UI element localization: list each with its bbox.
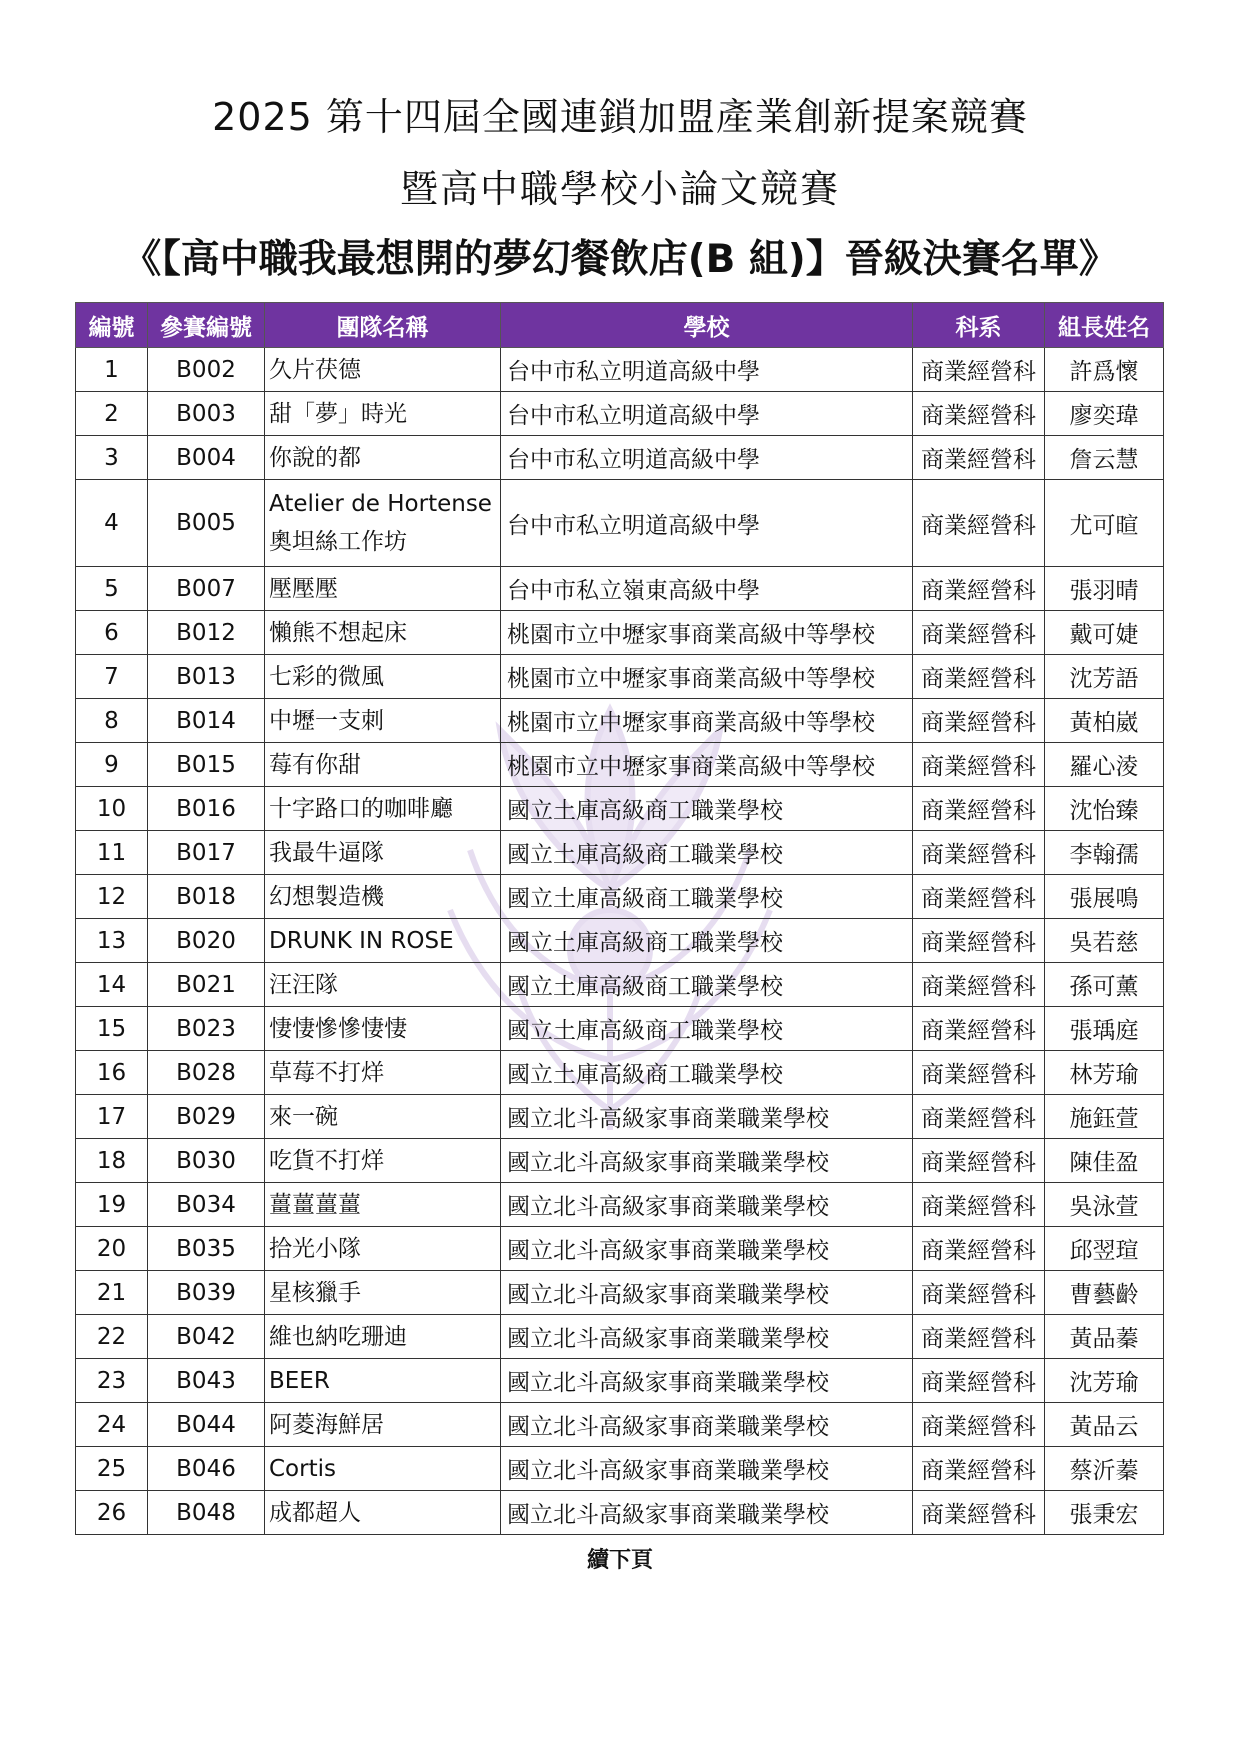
cell-code: B018 [148,875,265,919]
cell-leader: 詹云慧 [1045,436,1164,480]
cell-leader: 陳佳盈 [1045,1139,1164,1183]
team-name: 草莓不打烊 [269,1059,384,1086]
cell-code: B028 [148,1051,265,1095]
cell-team [265,1315,501,1359]
cell-school: 國立土庫高級商工職業學校 [501,1051,913,1095]
cell-leader: 李翰孺 [1045,831,1164,875]
cell-team [265,1007,501,1051]
cell-code: B046 [148,1447,265,1491]
cell-code: B004 [148,436,265,480]
cell-code: B035 [148,1227,265,1271]
cell-code: B042 [148,1315,265,1359]
table-row [76,1095,1164,1139]
table-row [76,436,1164,480]
cell-dept: 商業經營科 [913,1095,1045,1139]
cell-team [265,1051,501,1095]
table-row [76,699,1164,743]
cell-dept: 商業經營科 [913,1139,1045,1183]
cell-leader: 曹藝齡 [1045,1271,1164,1315]
table-row [76,1359,1164,1403]
cell-team [265,787,501,831]
cell-leader: 廖奕瑋 [1045,392,1164,436]
team-name: 汪汪隊 [269,971,338,998]
team-name: Atelier de Hortense [269,491,492,517]
cell-school: 國立土庫高級商工職業學校 [501,1007,913,1051]
cell-team [265,699,501,743]
table-row [76,1139,1164,1183]
cell-dept: 商業經營科 [913,348,1045,392]
cell-leader: 邱翌瑄 [1045,1227,1164,1271]
cell-code: B039 [148,1271,265,1315]
cell-school: 台中市私立明道高級中學 [501,480,913,567]
cell-no: 25 [76,1447,148,1491]
cell-no: 6 [76,611,148,655]
cell-school: 國立北斗高級家事商業職業學校 [501,1095,913,1139]
cell-no: 18 [76,1139,148,1183]
cell-leader: 蔡沂蓁 [1045,1447,1164,1491]
cell-school: 桃園市立中壢家事商業高級中等學校 [501,611,913,655]
team-name: 你說的都 [269,444,361,471]
cell-dept: 商業經營科 [913,655,1045,699]
cell-team [265,1403,501,1447]
table-row [76,1183,1164,1227]
cell-dept: 商業經營科 [913,480,1045,567]
cell-no: 24 [76,1403,148,1447]
cell-code: B003 [148,392,265,436]
cell-no: 13 [76,919,148,963]
team-name: Cortis [269,1455,336,1482]
team-name: 七彩的微風 [269,663,384,690]
cell-no: 3 [76,436,148,480]
cell-team [265,831,501,875]
team-name: 維也納吃珊迪 [269,1323,407,1350]
cell-no: 9 [76,743,148,787]
table-row [76,1271,1164,1315]
cell-no: 11 [76,831,148,875]
table-row [76,1051,1164,1095]
header-leader: 組長姓名 [1045,303,1164,348]
cell-code: B005 [148,480,265,567]
cell-no: 21 [76,1271,148,1315]
cell-code: B044 [148,1403,265,1447]
cell-code: B048 [148,1491,265,1535]
table-row [76,831,1164,875]
cell-no: 17 [76,1095,148,1139]
cell-school: 桃園市立中壢家事商業高級中等學校 [501,699,913,743]
team-name: 莓有你甜 [269,751,361,778]
table-row [76,1315,1164,1359]
cell-dept: 商業經營科 [913,787,1045,831]
cell-school: 國立土庫高級商工職業學校 [501,831,913,875]
cell-team [265,1491,501,1535]
cell-no: 19 [76,1183,148,1227]
cell-leader: 黃品蓁 [1045,1315,1164,1359]
cell-dept: 商業經營科 [913,567,1045,611]
cell-leader: 張展鳴 [1045,875,1164,919]
team-name: 我最牛逼隊 [269,839,384,866]
table-row [76,1491,1164,1535]
table-row [76,348,1164,392]
cell-school: 國立北斗高級家事商業職業學校 [501,1315,913,1359]
cell-code: B029 [148,1095,265,1139]
cell-school: 台中市私立明道高級中學 [501,392,913,436]
cell-team [265,436,501,480]
cell-leader: 尤可暄 [1045,480,1164,567]
cell-code: B007 [148,567,265,611]
table-row [76,875,1164,919]
cell-code: B013 [148,655,265,699]
cell-school: 國立土庫高級商工職業學校 [501,963,913,1007]
cell-team [265,348,501,392]
cell-dept: 商業經營科 [913,1271,1045,1315]
cell-team [265,743,501,787]
team-name: 薑薑薑薑 [269,1191,361,1218]
cell-team [265,567,501,611]
cell-leader: 吳若慈 [1045,919,1164,963]
cell-code: B012 [148,611,265,655]
table-row [76,480,1164,567]
cell-dept: 商業經營科 [913,436,1045,480]
cell-no: 22 [76,1315,148,1359]
cell-no: 14 [76,963,148,1007]
cell-team [265,655,501,699]
title-line-2: 暨高中職學校小論文競賽 [399,167,840,211]
table-row [76,1403,1164,1447]
cell-school: 桃園市立中壢家事商業高級中等學校 [501,655,913,699]
cell-dept: 商業經營科 [913,1315,1045,1359]
table-row [76,392,1164,436]
cell-code: B017 [148,831,265,875]
cell-dept: 商業經營科 [913,743,1045,787]
cell-leader: 黃柏崴 [1045,699,1164,743]
cell-no: 20 [76,1227,148,1271]
cell-leader: 張瑀庭 [1045,1007,1164,1051]
cell-leader: 吳泳萱 [1045,1183,1164,1227]
team-name: 吃貨不打烊 [269,1147,384,1174]
cell-no: 8 [76,699,148,743]
table-row [76,567,1164,611]
cell-dept: 商業經營科 [913,1491,1045,1535]
cell-dept: 商業經營科 [913,1227,1045,1271]
table-row [76,963,1164,1007]
table-header-row [76,303,1164,348]
table-row [76,919,1164,963]
cell-school: 桃園市立中壢家事商業高級中等學校 [501,743,913,787]
cell-no: 10 [76,787,148,831]
cell-code: B020 [148,919,265,963]
cell-team [265,1447,501,1491]
table-row [76,743,1164,787]
title-line-3: 《【高中職我最想開的夢幻餐飲店(B 組)】晉級決賽名單》 [122,237,1118,282]
cell-leader: 施鈺萱 [1045,1095,1164,1139]
continued-note: 續下頁 [586,1548,653,1573]
cell-team [265,480,501,567]
cell-dept: 商業經營科 [913,1447,1045,1491]
cell-leader: 張羽晴 [1045,567,1164,611]
cell-school: 國立北斗高級家事商業職業學校 [501,1491,913,1535]
table-row [76,1227,1164,1271]
cell-dept: 商業經營科 [913,1051,1045,1095]
team-name: 來一碗 [269,1103,338,1130]
cell-no: 23 [76,1359,148,1403]
cell-school: 國立北斗高級家事商業職業學校 [501,1139,913,1183]
cell-team [265,875,501,919]
cell-school: 國立土庫高級商工職業學校 [501,875,913,919]
cell-code: B043 [148,1359,265,1403]
cell-team [265,1139,501,1183]
cell-leader: 許爲懷 [1045,348,1164,392]
cell-leader: 孫可薰 [1045,963,1164,1007]
title-line-1: 2025 第十四屆全國連鎖加盟產業創新提案競賽 [212,95,1028,139]
cell-team [265,963,501,1007]
cell-leader: 沈芳瑜 [1045,1359,1164,1403]
cell-school: 國立北斗高級家事商業職業學校 [501,1403,913,1447]
cell-school: 台中市私立嶺東高級中學 [501,567,913,611]
cell-no: 26 [76,1491,148,1535]
cell-dept: 商業經營科 [913,1007,1045,1051]
cell-no: 4 [76,480,148,567]
cell-leader: 林芳瑜 [1045,1051,1164,1095]
cell-school: 國立北斗高級家事商業職業學校 [501,1359,913,1403]
cell-leader: 羅心淩 [1045,743,1164,787]
cell-no: 12 [76,875,148,919]
table-row [76,611,1164,655]
cell-no: 2 [76,392,148,436]
cell-dept: 商業經營科 [913,699,1045,743]
team-name: 甜「夢」時光 [269,400,407,427]
header-dept: 科系 [913,303,1045,348]
cell-team [265,919,501,963]
team-name: 壓壓壓 [269,575,338,602]
team-name: 懶熊不想起床 [269,619,407,646]
team-name-secondary: 奧坦絲工作坊 [269,529,407,555]
cell-no: 7 [76,655,148,699]
cell-code: B014 [148,699,265,743]
cell-code: B034 [148,1183,265,1227]
cell-dept: 商業經營科 [913,611,1045,655]
cell-dept: 商業經營科 [913,1359,1045,1403]
cell-dept: 商業經營科 [913,392,1045,436]
cell-leader: 沈芳語 [1045,655,1164,699]
cell-team [265,1183,501,1227]
cell-school: 國立土庫高級商工職業學校 [501,919,913,963]
cell-school: 國立北斗高級家事商業職業學校 [501,1227,913,1271]
team-name: 成都超人 [269,1499,361,1526]
cell-leader: 戴可婕 [1045,611,1164,655]
cell-school: 國立北斗高級家事商業職業學校 [501,1447,913,1491]
cell-team [265,611,501,655]
team-name: 中壢一支刺 [269,707,384,734]
team-name: 拾光小隊 [269,1235,361,1262]
table-row [76,787,1164,831]
team-name: 星核獵手 [269,1279,361,1306]
cell-school: 國立北斗高級家事商業職業學校 [501,1183,913,1227]
team-name: 久片茯德 [269,356,361,383]
cell-school: 台中市私立明道高級中學 [501,436,913,480]
team-name: 悽悽慘慘悽悽 [269,1015,407,1042]
cell-team [265,1359,501,1403]
team-name: DRUNK IN ROSE [269,927,454,954]
cell-school: 國立北斗高級家事商業職業學校 [501,1271,913,1315]
header-no: 編號 [76,303,148,348]
cell-code: B030 [148,1139,265,1183]
cell-dept: 商業經營科 [913,963,1045,1007]
cell-school: 台中市私立明道高級中學 [501,348,913,392]
header-team: 團隊名稱 [265,303,501,348]
cell-code: B015 [148,743,265,787]
cell-leader: 張秉宏 [1045,1491,1164,1535]
cell-no: 16 [76,1051,148,1095]
cell-no: 5 [76,567,148,611]
cell-leader: 黃品云 [1045,1403,1164,1447]
cell-school: 國立土庫高級商工職業學校 [501,787,913,831]
cell-code: B002 [148,348,265,392]
cell-team [265,1227,501,1271]
cell-code: B023 [148,1007,265,1051]
cell-dept: 商業經營科 [913,1403,1045,1447]
table-row [76,1447,1164,1491]
finalist-table [75,302,1164,1535]
table-row [76,655,1164,699]
cell-team [265,392,501,436]
team-name: 幻想製造機 [269,883,384,910]
cell-dept: 商業經營科 [913,875,1045,919]
team-name: BEER [269,1367,330,1394]
cell-dept: 商業經營科 [913,831,1045,875]
cell-leader: 沈怡臻 [1045,787,1164,831]
cell-no: 1 [76,348,148,392]
team-name: 阿菱海鮮居 [269,1411,384,1438]
team-name: 十字路口的咖啡廳 [269,795,453,822]
cell-team [265,1095,501,1139]
cell-dept: 商業經營科 [913,1183,1045,1227]
header-code: 參賽編號 [148,303,265,348]
table-row [76,1007,1164,1051]
cell-code: B016 [148,787,265,831]
cell-no: 15 [76,1007,148,1051]
cell-team [265,1271,501,1315]
cell-dept: 商業經營科 [913,919,1045,963]
header-school: 學校 [501,303,913,348]
cell-code: B021 [148,963,265,1007]
